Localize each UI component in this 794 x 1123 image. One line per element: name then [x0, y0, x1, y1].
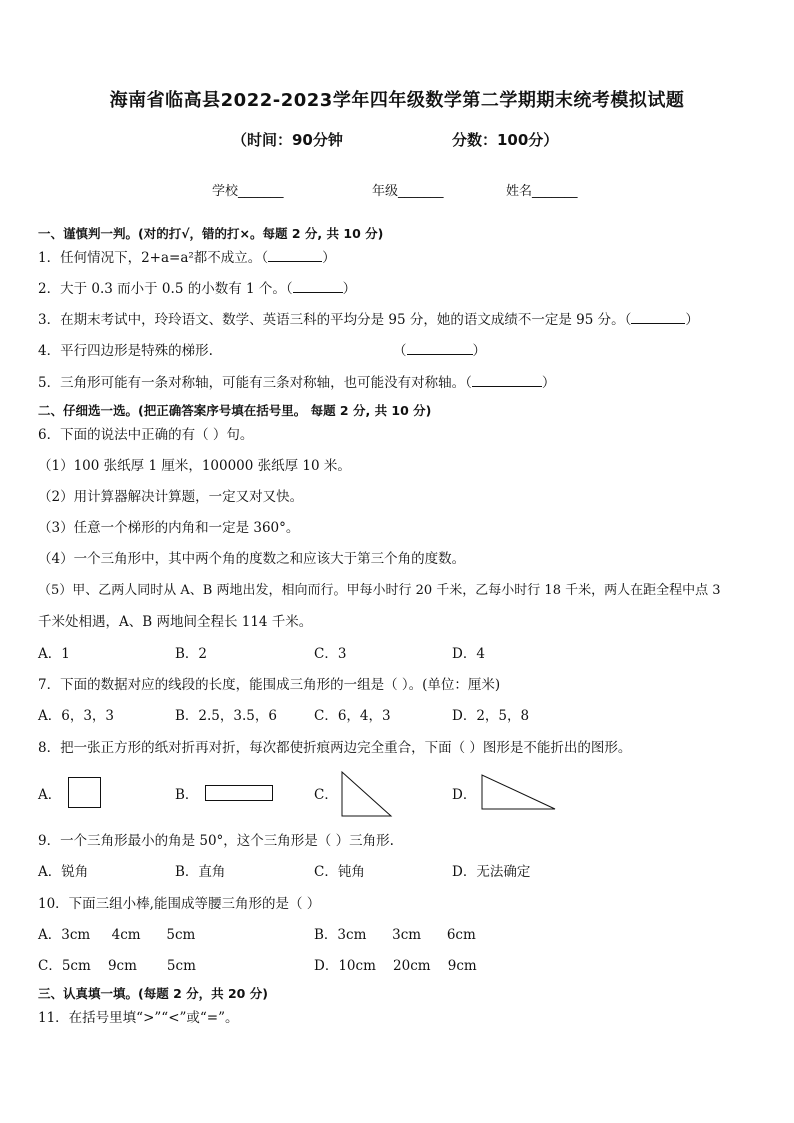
question-1-text: 1．任何情况下，2+a=a²都不成立。 [38, 250, 262, 266]
question-4 [38, 342, 213, 360]
question-8: 8．把一张正方形的纸对折再对折，每次都使折痕两边完全重合，下面（ ）图形是不能折出的图形。 [38, 740, 632, 756]
question-4-answer [393, 342, 486, 360]
question-8-option-a[interactable]: A． [38, 787, 62, 803]
question-6-statement-2: （2）用计算器解决计算题，一定又对又快。 [38, 489, 304, 505]
question-2 [38, 280, 356, 298]
paren-close: ） [322, 250, 336, 266]
school-field: 学校_______ [212, 184, 284, 199]
question-2-text: 2．大于 0.3 而小于 0.5 的小数有 1 个。 [38, 281, 286, 297]
question-9-option-d[interactable]: D．无法确定 [452, 864, 531, 880]
grade-field: 年级_______ [372, 184, 444, 199]
question-3 [38, 311, 699, 329]
paren-open: （ [285, 281, 293, 297]
question-4-text: 4．平行四边形是特殊的梯形. [38, 343, 213, 359]
answer-blank-3[interactable] [631, 311, 685, 324]
paren-open: （ [465, 375, 472, 391]
question-7-option-c[interactable]: C．6，4，3 [314, 708, 391, 724]
question-3-text: 3．在期末考试中，玲玲语文、数学、英语三科的平均分是 95 分，她的语文成绩不一定是 95 分。 [38, 312, 625, 328]
paren-open: （ [393, 343, 407, 359]
question-6-statement-5b: 千米处相遇，A、B 两地间全程长 114 千米。 [38, 614, 313, 630]
question-9-option-c[interactable]: C．钝角 [314, 864, 365, 880]
question-8-option-c[interactable]: C． [314, 787, 338, 803]
question-7-option-d[interactable]: D．2，5，8 [452, 708, 530, 724]
right-triangle-shape [481, 774, 557, 810]
answer-blank-5[interactable] [472, 374, 542, 387]
exam-time: （时间：90分钟 [232, 131, 343, 149]
question-9: 9．一个三角形最小的角是 50°，这个三角形是（ ）三角形. [38, 833, 394, 849]
question-10: 10．下面三组小棒,能围成等腰三角形的是（ ） [38, 896, 321, 912]
question-6: 6．下面的说法中正确的有（ ）句。 [38, 427, 254, 443]
question-6-statement-3: （3）任意一个梯形的内角和一定是 360°。 [38, 520, 300, 536]
right-isosceles-triangle-shape [341, 771, 393, 817]
question-10-option-b[interactable]: B．3cm 3cm 6cm [314, 927, 476, 943]
paren-close: ） [472, 343, 486, 359]
name-field: 姓名_______ [506, 184, 578, 199]
question-7: 7．下面的数据对应的线段的长度，能围成三角形的一组是（ ）。(单位：厘米) [38, 677, 501, 693]
question-10-option-d[interactable]: D．10cm 20cm 9cm [314, 958, 477, 974]
exam-title: 海南省临高县2022-2023学年四年级数学第二学期期末统考模拟试题 [109, 90, 685, 111]
question-7-option-a[interactable]: A．6，3，3 [38, 708, 115, 724]
question-6-option-a[interactable]: A．1 [38, 646, 70, 662]
question-6-option-d[interactable]: D．4 [452, 646, 485, 662]
question-10-option-c[interactable]: C．5cm 9cm 5cm [38, 958, 196, 974]
question-6-statement-4: （4）一个三角形中，其中两个角的度数之和应该大于第三个角的度数。 [38, 551, 466, 567]
question-1 [38, 249, 336, 267]
square-shape [68, 777, 102, 809]
question-8-option-b[interactable]: B． [175, 787, 199, 803]
paren-open: （ [261, 250, 269, 266]
exam-score: 分数：100分） [452, 131, 559, 149]
paren-open: （ [624, 312, 632, 328]
question-9-option-a[interactable]: A．锐角 [38, 864, 89, 880]
paren-close: ） [685, 312, 699, 328]
question-5 [38, 374, 555, 392]
paren-close: ） [541, 375, 556, 391]
question-6-option-c[interactable]: C．3 [314, 646, 347, 662]
section2-heading: 二、仔细选一选。(把正确答案序号填在括号里。 每题 2 分, 共 10 分) [38, 403, 432, 418]
section3-heading: 三、认真填一填。(每题 2 分，共 20 分) [38, 986, 268, 1001]
question-11: 11．在括号里填“>”“<”或“=”。 [38, 1010, 239, 1026]
answer-blank-1[interactable] [268, 249, 322, 262]
question-6-option-b[interactable]: B．2 [175, 646, 208, 662]
question-5-text: 5．三角形可能有一条对称轴，可能有三条对称轴，也可能没有对称轴。 [38, 375, 466, 391]
question-8-option-d[interactable]: D． [452, 787, 477, 803]
question-6-statement-1: （1）100 张纸厚 1 厘米，100000 张纸厚 10 米。 [38, 458, 351, 474]
section1-heading: 一、谨慎判一判。(对的打√，错的打×。每题 2 分, 共 10 分) [38, 226, 384, 241]
question-7-option-b[interactable]: B．2.5，3.5，6 [175, 708, 277, 724]
rectangle-shape [205, 785, 275, 803]
paren-close: ） [342, 281, 357, 297]
answer-blank-4[interactable] [407, 342, 473, 355]
question-10-option-a[interactable]: A．3cm 4cm 5cm [38, 927, 196, 943]
question-9-option-b[interactable]: B．直角 [175, 864, 226, 880]
question-6-statement-5a: （5）甲、乙两人同时从 A、B 两地出发，相向而行。甲每小时行 20 千米，乙每小时行 18 千米，两人在距全程中点 3 [38, 583, 721, 598]
answer-blank-2[interactable] [293, 280, 343, 293]
